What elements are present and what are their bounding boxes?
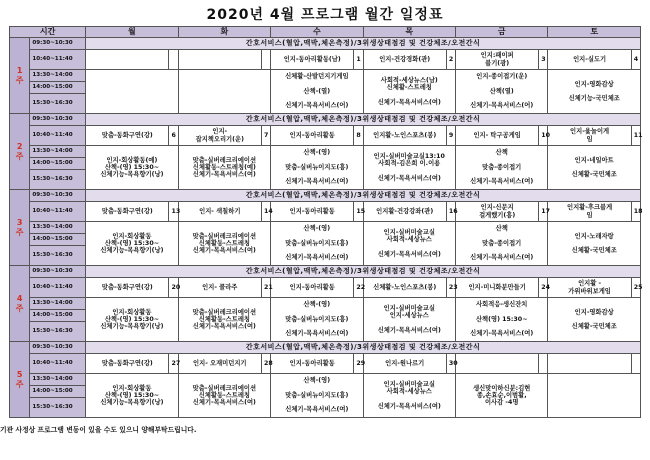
program-cell-fri-pm: 생신맞이하신분:김현 종,손효순,이범활, 이사감 -4명 bbox=[456, 374, 548, 418]
day-number bbox=[169, 50, 178, 70]
program-cell-mon-am: 맞춤-동화구연(강) bbox=[86, 354, 169, 374]
day-number: 1 bbox=[354, 50, 363, 70]
program-cell-wed-am: 인지-동아리활동 bbox=[271, 202, 354, 222]
day-number: 30 bbox=[446, 354, 455, 374]
program-cell-thu-am: 인지-건강경화(관) bbox=[363, 50, 446, 70]
week-row-am bbox=[10, 50, 641, 70]
time-slot: 14:00~15:00 bbox=[30, 82, 86, 94]
program-cell-fri-am bbox=[456, 354, 539, 374]
day-number: 4 bbox=[631, 50, 640, 70]
day-number: 17 bbox=[539, 202, 548, 222]
week-row-am bbox=[10, 202, 641, 222]
day-number: 18 bbox=[631, 202, 640, 222]
time-slot: 14:00~15:00 bbox=[30, 310, 86, 322]
day-number bbox=[631, 354, 640, 374]
day-number: 23 bbox=[446, 278, 455, 298]
program-cell-thu-am: 인지활-노인스포츠(봉) bbox=[363, 126, 446, 146]
program-cell-wed-pm: 산책-(영) 맞춤-실버뉴이지도(흥) 신체기-목욕서비스(여) bbox=[271, 298, 363, 342]
time-slot: 15:30~16:30 bbox=[30, 322, 86, 342]
day-number: 11 bbox=[631, 126, 640, 146]
day-number: 16 bbox=[446, 202, 455, 222]
time-slot: 15:30~16:30 bbox=[30, 170, 86, 190]
day-number: 3 bbox=[539, 50, 548, 70]
header-tue: 화 bbox=[178, 27, 270, 38]
time-slot: 15:30~16:30 bbox=[30, 398, 86, 418]
time-slot: 10:40~11:40 bbox=[30, 50, 86, 70]
week-row-daily bbox=[10, 266, 641, 278]
time-slot: 14:00~15:00 bbox=[30, 234, 86, 246]
day-number: 7 bbox=[261, 126, 270, 146]
program-cell-sat-pm bbox=[548, 374, 641, 418]
day-number: 2 bbox=[446, 50, 455, 70]
week-row-pm bbox=[10, 298, 641, 310]
header-sat: 토 bbox=[548, 27, 641, 38]
program-cell-sat-am: 인지-윷놀이게 임 bbox=[548, 126, 631, 146]
week-row-am bbox=[10, 354, 641, 374]
program-cell-sat-am: 인지-실도기 bbox=[548, 50, 631, 70]
schedule-table bbox=[9, 26, 641, 418]
program-cell-thu-am: 신체활-노인스포츠(봉) bbox=[363, 278, 446, 298]
program-cell-thu-pm: 인지-실버미술교실 사회적-세상뉴스 신체기-목욕서비스(여) bbox=[363, 374, 455, 418]
time-slot: 09:30~10:30 bbox=[30, 266, 86, 278]
program-cell-tue-am: 인지- 잡지책오리기(운) bbox=[178, 126, 261, 146]
program-cell-sat-am: 인지활-후크블게 임 bbox=[548, 202, 631, 222]
program-cell-tue-am: 인지- 오재미던지기 bbox=[178, 354, 261, 374]
week-row-daily bbox=[10, 190, 641, 202]
day-number: 9 bbox=[446, 126, 455, 146]
program-cell-wed-am: 인지-동아리활동 bbox=[271, 126, 354, 146]
time-slot: 13:30~14:00 bbox=[30, 222, 86, 234]
program-cell-mon-am bbox=[86, 50, 169, 70]
program-cell-thu-am: 인지활-건강강좌(관) bbox=[363, 202, 446, 222]
program-cell-mon-pm: 인지-회상활동(예) 산책-(영) 15:30~ 신체기능-목욕향기(낭) bbox=[86, 146, 178, 190]
schedule-body bbox=[10, 38, 641, 418]
time-slot: 13:30~14:00 bbox=[30, 70, 86, 82]
program-cell-fri-am: 인지-미니화분만들기 bbox=[456, 278, 539, 298]
program-cell-wed-pm: 산책-(영) 맞춤-실버뉴이지도(흥) 신체기-목욕서비스(여) bbox=[271, 146, 363, 190]
header-row bbox=[10, 27, 641, 38]
program-cell-thu-pm: 인지-실버미술교실13:10 사회적-김은희 이.이용 신체기-목욕서비스(여) bbox=[363, 146, 455, 190]
program-cell-sat-pm: 인지-노래자랑 신체활-국민체조 bbox=[548, 222, 641, 266]
program-cell-thu-pm: 인지-실버미술교실 사회적-세상뉴스 신체기-목욕서비스(여) bbox=[363, 222, 455, 266]
week-row-daily bbox=[10, 342, 641, 354]
day-number: 13 bbox=[169, 202, 178, 222]
program-cell-tue-pm: 맞춤-실버레크리에이션 신체활동-스트레칭 신체기-목욕서비스(여) bbox=[178, 298, 270, 342]
program-cell-sat-pm: 인지-영화감상 신체활-국민체조 bbox=[548, 298, 641, 342]
program-cell-sat-am bbox=[548, 354, 631, 374]
program-cell-wed-pm: 신체활-산발던지기게임 산책-(열) 신체기-목욕서비스(어) bbox=[271, 70, 363, 114]
time-slot: 15:30~16:30 bbox=[30, 94, 86, 114]
week-row-am bbox=[10, 278, 641, 298]
program-cell-tue-am: 인지- 콜라주 bbox=[178, 278, 261, 298]
program-cell-tue-am: 인지- 색칠하기 bbox=[178, 202, 261, 222]
time-slot: 14:00~15:00 bbox=[30, 386, 86, 398]
daily-routine: 간호서비스(혈압,맥박,체온측정)/3위생상태점검 및 건강체조/오전간식 bbox=[86, 38, 641, 50]
week-row-pm bbox=[10, 222, 641, 234]
program-cell-mon-pm: 인지-회상활동 산책-(영) 15:30~ 신체기능-목욕향기(낭) bbox=[86, 298, 178, 342]
day-number: 28 bbox=[261, 354, 270, 374]
day-number: 24 bbox=[539, 278, 548, 298]
day-number: 25 bbox=[631, 278, 640, 298]
program-cell-fri-pm: 산책 맞춤-종이접기 신체기-목욕서비스(여) bbox=[456, 222, 548, 266]
day-number bbox=[539, 354, 548, 374]
header-fri: 금 bbox=[456, 27, 548, 38]
day-number: 14 bbox=[261, 202, 270, 222]
program-cell-sat-am: 인지활 - 가위바위보게임 bbox=[548, 278, 631, 298]
time-slot: 09:30~10:30 bbox=[30, 342, 86, 354]
time-slot: 10:40~11:40 bbox=[30, 202, 86, 222]
week-row-pm bbox=[10, 374, 641, 386]
day-number: 29 bbox=[354, 354, 363, 374]
day-number: 10 bbox=[539, 126, 548, 146]
program-cell-sat-pm: 인지-영화감상 신체기능-국민체조 bbox=[548, 70, 641, 114]
program-cell-tue-pm: 맞춤-실버레크리에이션 신체활동-스트레칭 신체기-목욕서비스(여) bbox=[178, 374, 270, 418]
program-cell-wed-am: 인지-동아리활동 bbox=[271, 354, 354, 374]
week-label: 2 주 bbox=[10, 114, 30, 190]
day-number: 27 bbox=[169, 354, 178, 374]
program-cell-mon-pm: 인지-회상활동 산책-(영) 15:30~ 신체기능-목욕향기(낭) bbox=[86, 374, 178, 418]
program-cell-fri-am: 인지-신문지 걸게했기(흥) bbox=[456, 202, 539, 222]
program-cell-tue-pm: 맞춤-실버레크리에이션 신체활동-스트레칭 신체기-목욕서비스(여) bbox=[178, 222, 270, 266]
program-cell-mon-am: 맞춤-동화구연(강) bbox=[86, 278, 169, 298]
time-slot: 13:30~14:00 bbox=[30, 146, 86, 158]
day-number: 6 bbox=[169, 126, 178, 146]
header-wed: 수 bbox=[271, 27, 363, 38]
week-label: 3 주 bbox=[10, 190, 30, 266]
program-cell-fri-am: 인지- 탁구공게임 bbox=[456, 126, 539, 146]
time-slot: 14:00~15:00 bbox=[30, 158, 86, 170]
day-number: 22 bbox=[354, 278, 363, 298]
daily-routine: 간호서비스(혈압,맥박,체온측정)/3위생상태점검 및 건강체조/오전간식 bbox=[86, 114, 641, 126]
header-thu: 목 bbox=[363, 27, 455, 38]
day-number: 15 bbox=[354, 202, 363, 222]
program-cell-fri-pm: 사회적응-생신잔치 산책(영) 15:30~ 신체기-목욕서비스(여) bbox=[456, 298, 548, 342]
program-cell-wed-pm: 산책-(영) 맞춤-실버뉴이지도(흥) 신체기-목욕서비스(여) bbox=[271, 222, 363, 266]
time-slot: 13:30~14:00 bbox=[30, 298, 86, 310]
program-cell-tue-pm: 맞춤-실버레크리에이션 신체활동-스트레칭(예) 신체기-목욕서비스(여) bbox=[178, 146, 270, 190]
program-cell-mon-am: 맞춤-동화구연(강) bbox=[86, 126, 169, 146]
week-label: 4 주 bbox=[10, 266, 30, 342]
week-row-pm bbox=[10, 70, 641, 82]
time-slot: 10:40~11:40 bbox=[30, 354, 86, 374]
day-number bbox=[261, 50, 270, 70]
program-cell-wed-pm: 산책-(영) 맞춤-실버뉴이지도(흥) 신체기-목욕서비스(여) bbox=[271, 374, 363, 418]
program-cell-wed-am: 인지-동아리활동(남) bbox=[271, 50, 354, 70]
time-slot: 09:30~10:30 bbox=[30, 190, 86, 202]
week-label: 5 주 bbox=[10, 342, 30, 418]
program-cell-mon-am: 맞춤-동화구연(강) bbox=[86, 202, 169, 222]
time-slot: 09:30~10:30 bbox=[30, 38, 86, 50]
program-cell-tue-am bbox=[178, 50, 261, 70]
daily-routine: 간호서비스(혈압,맥박,체온측정)/3위생상태점검 및 건강체조/오전간식 bbox=[86, 266, 641, 278]
time-slot: 10:40~11:40 bbox=[30, 278, 86, 298]
week-label: 1 주 bbox=[10, 38, 30, 114]
week-row-daily bbox=[10, 114, 641, 126]
program-cell-thu-pm: 사회적-세상뉴스(남) 신체활-스트레칭 신체기-목욕서비스(여) bbox=[363, 70, 455, 114]
header-mon: 월 bbox=[86, 27, 178, 38]
time-slot: 10:40~11:40 bbox=[30, 126, 86, 146]
time-slot: 09:30~10:30 bbox=[30, 114, 86, 126]
program-cell-thu-pm: 인지-실버미술교실 인지-세상뉴스 신체기-목욕서비스(여) bbox=[363, 298, 455, 342]
week-row-am bbox=[10, 126, 641, 146]
time-slot: 13:30~14:00 bbox=[30, 374, 86, 386]
daily-routine: 간호서비스(혈압,맥박,체온측정)/3위생상태점검 및 건강체조/오전간식 bbox=[86, 190, 641, 202]
program-cell-mon-pm bbox=[86, 70, 178, 114]
program-cell-thu-am: 인지-원나르기 bbox=[363, 354, 446, 374]
page-title: 2020년 4월 프로그램 월간 일정표 bbox=[206, 7, 444, 23]
day-number: 20 bbox=[169, 278, 178, 298]
program-cell-fri-am: 인지:패이퍼 블기(광) bbox=[456, 50, 539, 70]
program-cell-sat-pm: 인지-네일아트 신체활-국민체조 bbox=[548, 146, 641, 190]
day-number: 8 bbox=[354, 126, 363, 146]
program-cell-mon-pm: 인지-회상활동 산책-(영) 15:30~ 신체기능-목욕향기(낭) bbox=[86, 222, 178, 266]
program-cell-tue-pm bbox=[178, 70, 270, 114]
program-cell-fri-pm: 산책 맞춤-종이접기 신체기-목욕서비스(여) bbox=[456, 146, 548, 190]
week-row-pm bbox=[10, 146, 641, 158]
week-row-daily bbox=[10, 38, 641, 50]
header-time: 시간 bbox=[10, 27, 86, 38]
day-number: 21 bbox=[261, 278, 270, 298]
program-cell-wed-am: 인지-동아리활동 bbox=[271, 278, 354, 298]
program-cell-fri-pm: 인지-종이접기(운) 산책(열) 신체기-목욕서비스(어) bbox=[456, 70, 548, 114]
footer-note: 기관 사정상 프로그램 변동이 있을 수도 있으니 양해부탁드립니다. bbox=[0, 426, 197, 434]
time-slot: 15:30~16:30 bbox=[30, 246, 86, 266]
daily-routine: 간호서비스(혈압,맥박,체온측정)/3위생상태점검 및 건강체조/오전간식 bbox=[86, 342, 641, 354]
